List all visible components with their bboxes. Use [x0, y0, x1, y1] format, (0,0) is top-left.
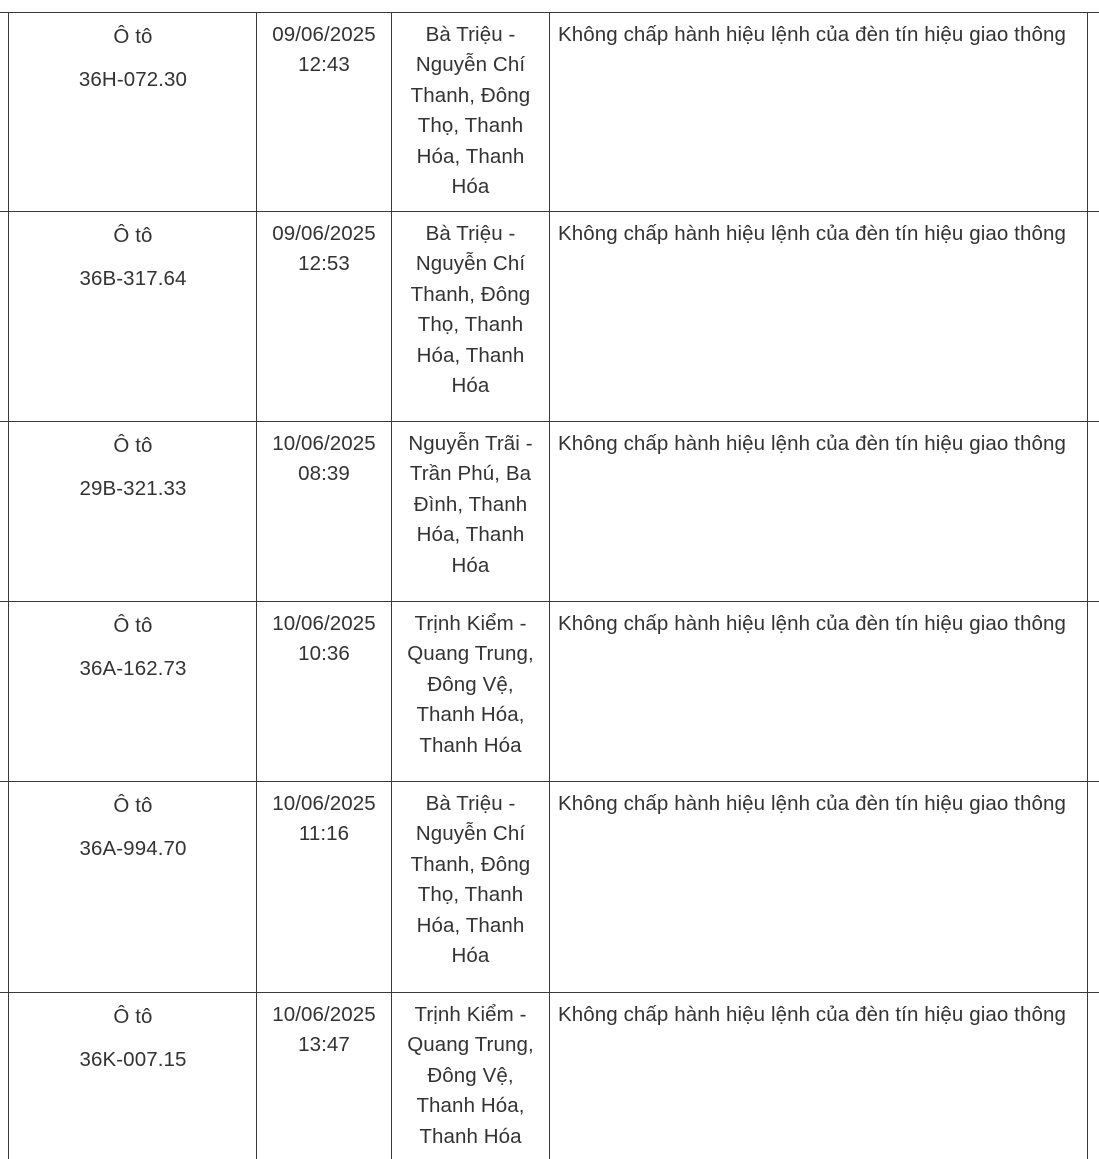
violation-date: 10/06/2025	[272, 612, 376, 635]
vehicle-cell	[10, 993, 256, 1075]
location-cell: Bà Triệu - Nguyễn Chí Thanh, Đông Thọ, Thanh Hóa, Thanh Hóa	[410, 792, 531, 968]
datetime-cell	[257, 602, 391, 670]
violation-cell: Không chấp hành hiệu lệnh của đèn tín hiệu giao thông	[558, 23, 1066, 46]
column-divider	[8, 212, 9, 422]
vehicle-type: Ô tô	[113, 434, 153, 457]
vehicle-type: Ô tô	[113, 794, 153, 817]
violation-cell: Không chấp hành hiệu lệnh của đèn tín hiệu giao thông	[558, 222, 1066, 245]
datetime-cell	[257, 782, 391, 850]
violation-time: 10:36	[298, 642, 350, 666]
license-plate: 36B-317.64	[79, 267, 187, 290]
violation-time: 12:53	[298, 252, 350, 276]
violation-date: 10/06/2025	[272, 1003, 376, 1026]
table-row	[0, 211, 1099, 422]
violation-cell: Không chấp hành hiệu lệnh của đèn tín hiệu giao thông	[558, 1003, 1066, 1026]
violation-cell: Không chấp hành hiệu lệnh của đèn tín hiệu giao thông	[558, 792, 1066, 815]
table-row	[0, 421, 1099, 602]
table-row	[0, 601, 1099, 782]
license-plate: 29B-321.33	[79, 477, 187, 500]
violation-time: 13:47	[298, 1033, 350, 1057]
violation-date: 10/06/2025	[272, 792, 376, 815]
violation-date: 10/06/2025	[272, 432, 376, 455]
license-plate: 36A-162.73	[79, 657, 187, 680]
violation-time: 11:16	[298, 822, 350, 846]
violation-cell: Không chấp hành hiệu lệnh của đèn tín hiệu giao thông	[558, 432, 1066, 455]
vehicle-type: Ô tô	[113, 224, 153, 247]
column-divider	[8, 422, 9, 602]
location-cell: Bà Triệu - Nguyễn Chí Thanh, Đông Thọ, Thanh Hóa, Thanh Hóa	[410, 23, 531, 199]
vehicle-cell	[10, 13, 256, 95]
location-cell: Trịnh Kiểm - Quang Trung, Đông Vệ, Thanh Hóa, Thanh Hóa	[407, 1003, 534, 1148]
violation-time: 08:39	[298, 462, 350, 486]
license-plate: 36K-007.15	[79, 1048, 187, 1071]
column-divider	[8, 13, 9, 212]
vehicle-type: Ô tô	[113, 25, 153, 48]
vehicle-type: Ô tô	[113, 614, 153, 637]
table-row	[0, 781, 1099, 993]
vehicle-type: Ô tô	[113, 1005, 153, 1028]
violation-date: 09/06/2025	[272, 222, 376, 245]
license-plate: 36H-072.30	[78, 68, 188, 91]
table-row	[0, 992, 1099, 1159]
license-plate: 36A-994.70	[79, 837, 187, 860]
column-divider	[8, 782, 9, 993]
vehicle-cell	[10, 782, 256, 864]
location-cell: Trịnh Kiểm - Quang Trung, Đông Vệ, Thanh Hóa, Thanh Hóa	[407, 612, 534, 757]
location-cell: Nguyễn Trãi - Trần Phú, Ba Đình, Thanh Hóa, Thanh Hóa	[408, 432, 533, 577]
violation-cell: Không chấp hành hiệu lệnh của đèn tín hiệu giao thông	[558, 612, 1066, 635]
violation-date: 09/06/2025	[272, 23, 376, 46]
vehicle-cell	[10, 422, 256, 504]
column-divider	[8, 602, 9, 782]
location-cell: Bà Triệu - Nguyễn Chí Thanh, Đông Thọ, Thanh Hóa, Thanh Hóa	[410, 222, 531, 398]
table-row	[0, 12, 1099, 212]
datetime-cell	[257, 212, 391, 280]
vehicle-cell	[10, 602, 256, 684]
violation-time: 12:43	[298, 53, 350, 77]
datetime-cell	[257, 422, 391, 490]
column-divider	[8, 993, 9, 1159]
datetime-cell	[257, 993, 391, 1061]
datetime-cell	[257, 13, 391, 81]
vehicle-cell	[10, 212, 256, 294]
